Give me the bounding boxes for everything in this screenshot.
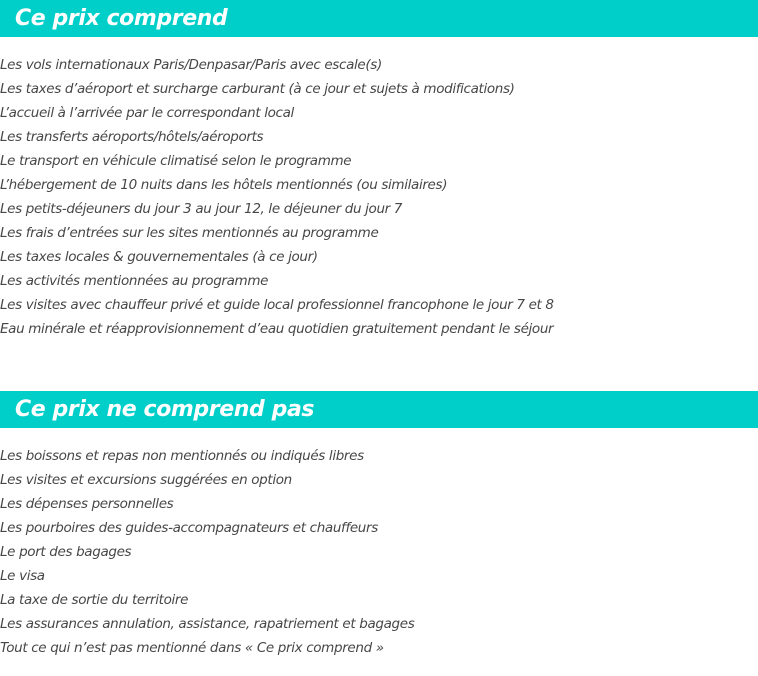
section-header-excluded	[0, 391, 758, 428]
list-item: Le visa	[0, 568, 45, 584]
list-item: Les boissons et repas non mentionnés ou indiqués libres	[0, 448, 364, 464]
list-item: Les taxes locales & gouvernementales (à ce jour)	[0, 249, 318, 265]
list-item: Le transport en véhicule climatisé selon le programme	[0, 153, 352, 169]
list-item: Les transferts aéroports/hôtels/aéroports	[0, 129, 264, 145]
list-item: Les frais d’entrées sur les sites mentionnés au programme	[0, 225, 379, 241]
list-item: Les assurances annulation, assistance, rapatriement et bagages	[0, 616, 415, 632]
list-item: Les vols internationaux Paris/Denpasar/Paris avec escale(s)	[0, 57, 382, 73]
section-header-included	[0, 0, 758, 37]
list-item: Le port des bagages	[0, 544, 132, 560]
section-title-excluded: Ce prix ne comprend pas	[15, 397, 315, 422]
included-list	[0, 53, 554, 341]
list-item: Les pourboires des guides-accompagnateurs et chauffeurs	[0, 520, 378, 536]
list-item: La taxe de sortie du territoire	[0, 592, 189, 608]
section-title-included: Ce prix comprend	[15, 6, 228, 31]
list-item: Les taxes d’aéroport et surcharge carburant (à ce jour et sujets à modifications)	[0, 81, 515, 97]
list-item: Les visites et excursions suggérées en option	[0, 472, 292, 488]
list-item: L’accueil à l’arrivée par le correspondant local	[0, 105, 294, 121]
excluded-list	[0, 444, 414, 660]
list-item: Tout ce qui n’est pas mentionné dans « Ce prix comprend »	[0, 640, 384, 656]
list-item: Les petits-déjeuners du jour 3 au jour 12, le déjeuner du jour 7	[0, 201, 403, 217]
list-item: Les activités mentionnées au programme	[0, 273, 269, 289]
list-item: Eau minérale et réapprovisionnement d’eau quotidien gratuitement pendant le séjour	[0, 321, 554, 337]
list-item: Les visites avec chauffeur privé et guide local professionnel francophone le jour 7 et 8	[0, 297, 554, 313]
list-item: L’hébergement de 10 nuits dans les hôtels mentionnés (ou similaires)	[0, 177, 448, 193]
list-item: Les dépenses personnelles	[0, 496, 174, 512]
